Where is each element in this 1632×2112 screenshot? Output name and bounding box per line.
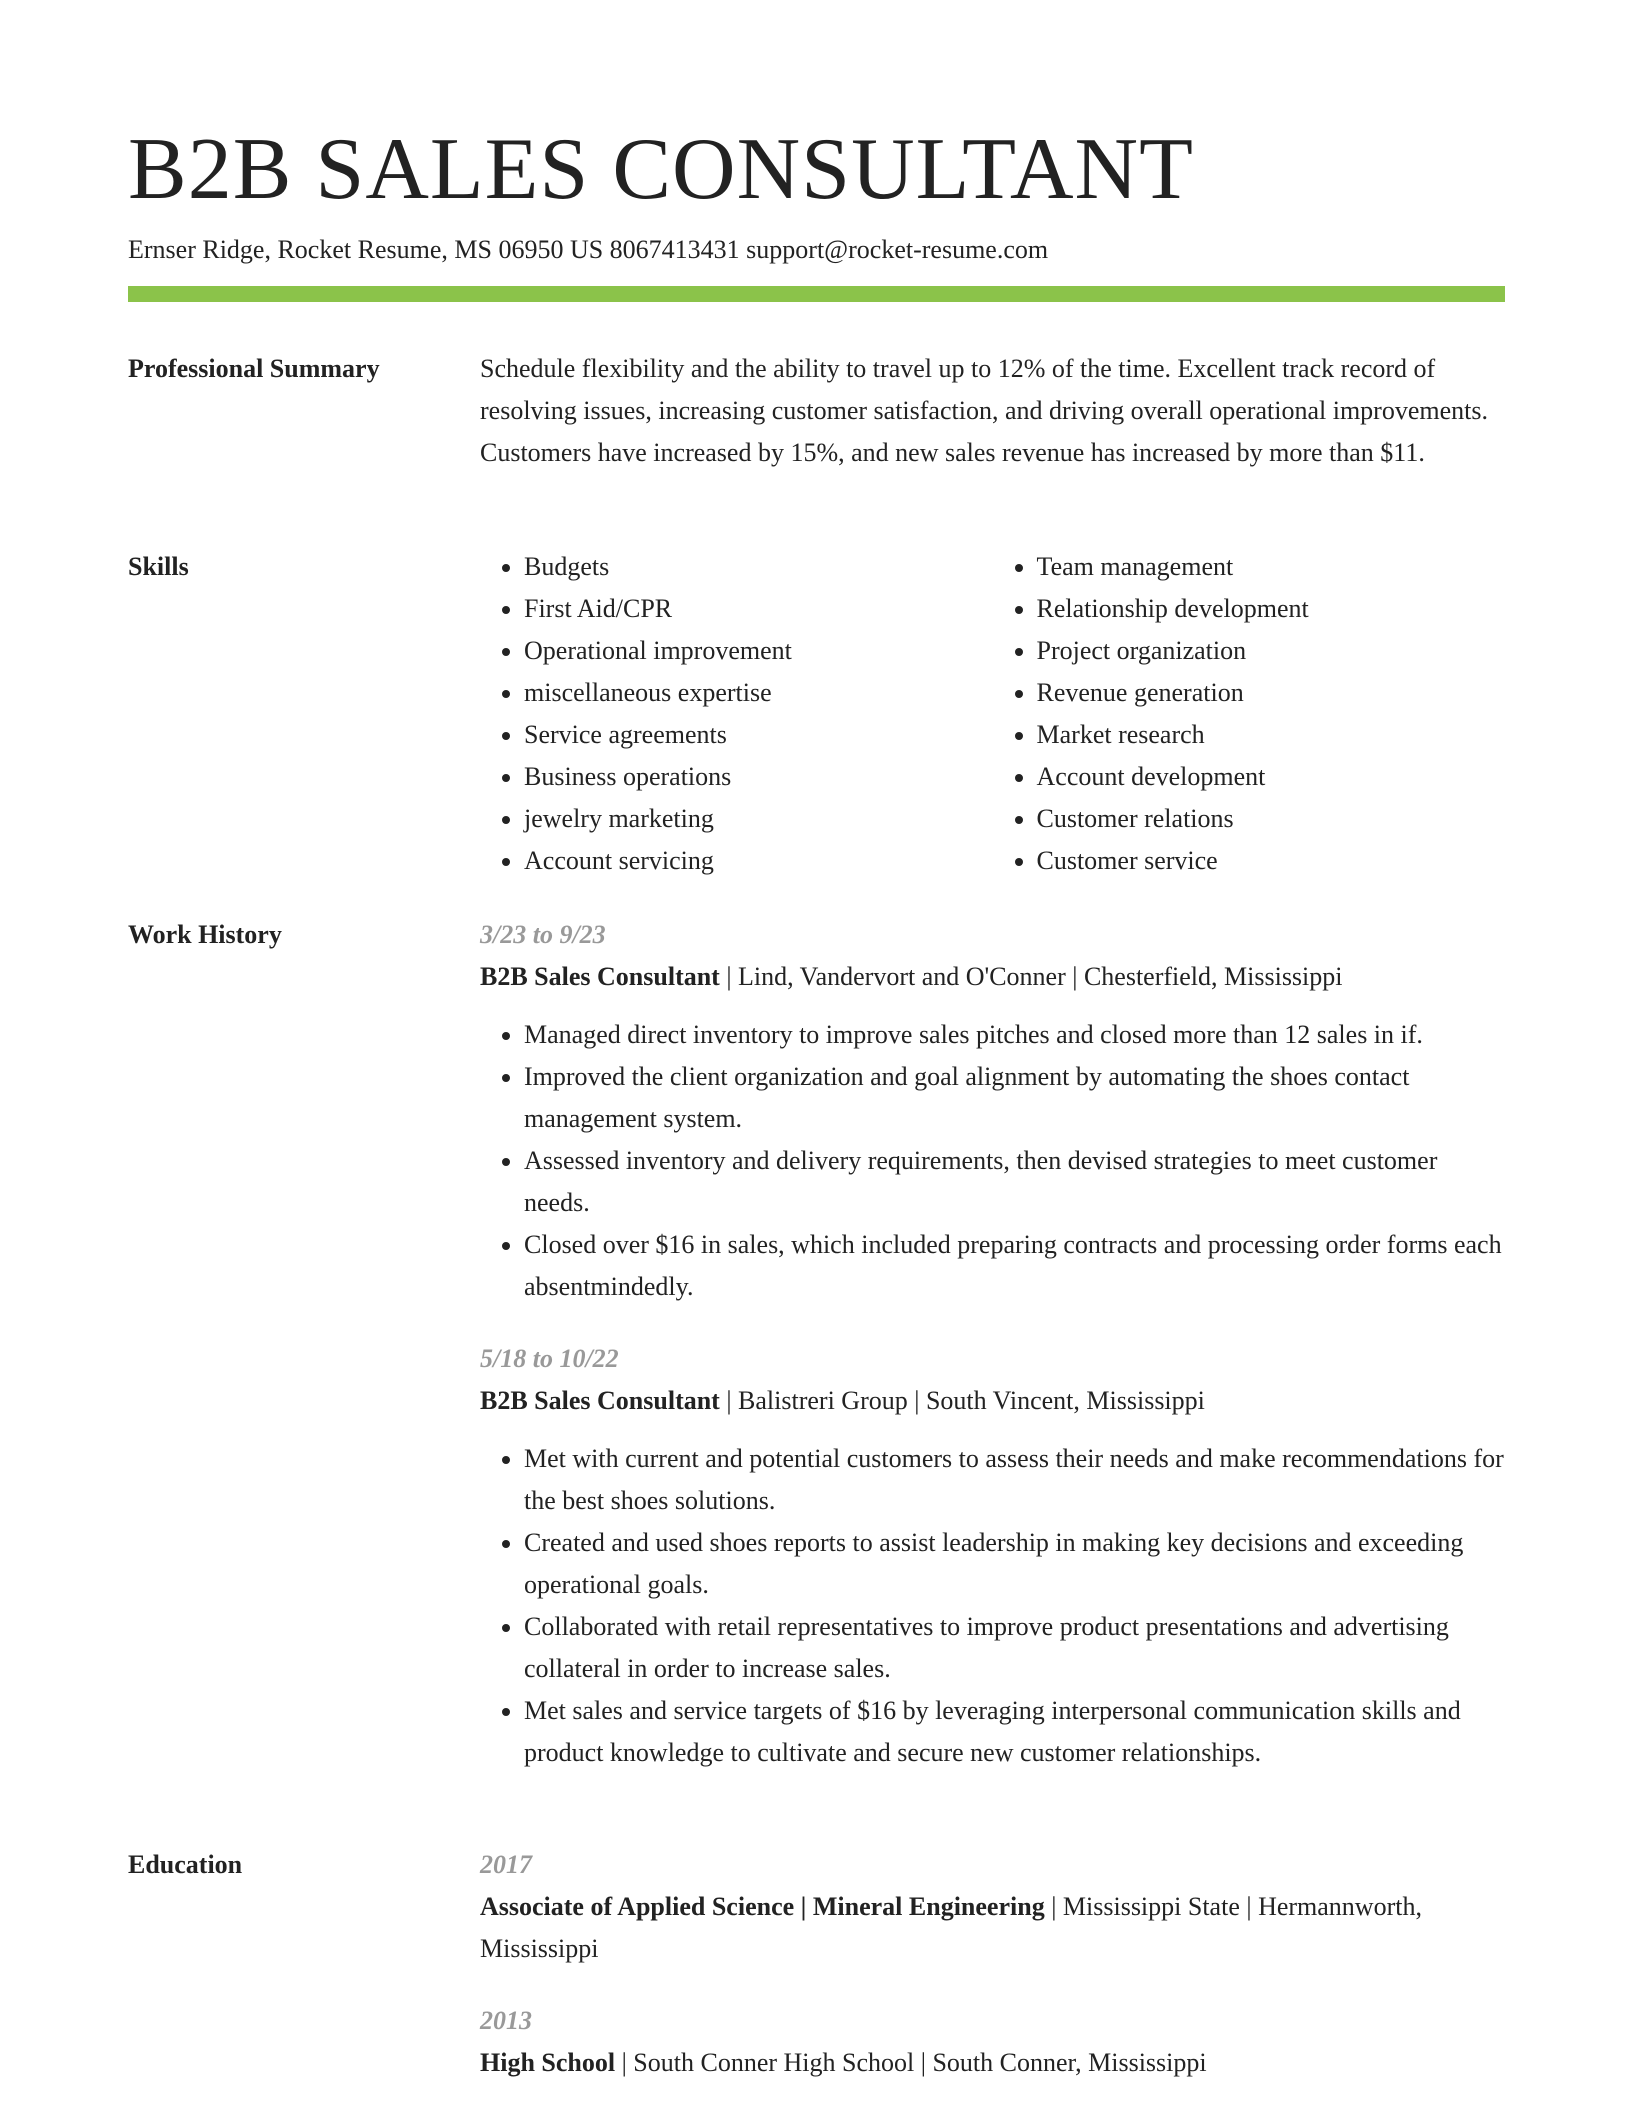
work-history-heading: Work History: [128, 920, 282, 949]
job-bullet: • Created and used shoes reports to assist leadership in making key decisions and exceeding operational goals.: [524, 1522, 1505, 1606]
job-title-line: [480, 956, 1505, 998]
skill-item: • Market research: [1037, 714, 1506, 756]
job-dates: 5/18 to 10/22: [480, 1344, 619, 1373]
skill-item: • miscellaneous expertise: [524, 672, 993, 714]
job-bullet: • Managed direct inventory to improve sales pitches and closed more than 12 sales in if.: [524, 1014, 1505, 1056]
job-entry: [480, 1338, 1505, 1774]
resume-title: B2B SALES CONSULTANT: [128, 121, 1194, 218]
job-bullet: • Collaborated with retail representatives to improve product presentations and advertising collateral in order to increase sales.: [524, 1606, 1505, 1690]
education-details: | Mississippi State | Hermannworth, Mississippi: [480, 1892, 1422, 1963]
education-line: [480, 2042, 1505, 2084]
education-year: 2013: [480, 2006, 532, 2035]
skill-item: • Customer relations: [1037, 798, 1506, 840]
education-details: | South Conner High School | South Conner, Mississippi: [615, 2048, 1207, 2077]
skill-item: • Budgets: [524, 546, 993, 588]
entry-spacer: [480, 1970, 1505, 2000]
skill-item: • Operational improvement: [524, 630, 993, 672]
skill-item: • Account servicing: [524, 840, 993, 882]
skill-item: • Team management: [1037, 546, 1506, 588]
skill-item: • jewelry marketing: [524, 798, 993, 840]
job-role: B2B Sales Consultant: [480, 1386, 720, 1415]
skills-body: [480, 546, 1505, 882]
skills-columns: [480, 546, 1505, 882]
education-degree: High School: [480, 2048, 616, 2077]
work-history-body: [480, 914, 1505, 1774]
education-heading: Education: [128, 1850, 243, 1879]
job-bullet: • Met with current and potential customers to assess their needs and make recommendations for the best shoes solutions.: [524, 1438, 1505, 1522]
skill-item: • Revenue generation: [1037, 672, 1506, 714]
skills-list-right: [993, 546, 1506, 882]
skill-item: • First Aid/CPR: [524, 588, 993, 630]
skill-item: • Customer service: [1037, 840, 1506, 882]
skill-item: • Account development: [1037, 756, 1506, 798]
skill-item: • Service agreements: [524, 714, 993, 756]
job-details: | Lind, Vandervort and O'Conner | Chesterfield, Mississippi: [719, 962, 1343, 991]
skill-item: • Relationship development: [1037, 588, 1506, 630]
education-degree: Associate of Applied Science | Mineral Engineering: [480, 1892, 1045, 1921]
education-body: [480, 1844, 1505, 2084]
education-entry: [480, 2000, 1505, 2084]
job-bullet: • Met sales and service targets of $16 by leveraging interpersonal communication skills and product knowledge to cultivate and secure new customer relationships.: [524, 1690, 1505, 1774]
job-bullets: [480, 1014, 1505, 1308]
job-role: B2B Sales Consultant: [480, 962, 720, 991]
job-entry: [480, 914, 1505, 1308]
job-title-line: [480, 1380, 1505, 1422]
entry-spacer: [480, 1308, 1505, 1338]
job-dates: 3/23 to 9/23: [480, 920, 606, 949]
skill-item: • Project organization: [1037, 630, 1506, 672]
job-details: | Balistreri Group | South Vincent, Mississippi: [719, 1386, 1205, 1415]
skill-item: • Business operations: [524, 756, 993, 798]
summary-heading: Professional Summary: [128, 354, 380, 383]
education-line: [480, 1886, 1505, 1970]
job-bullet: • Improved the client organization and goal alignment by automating the shoes contact management system.: [524, 1056, 1505, 1140]
job-bullets: [480, 1438, 1505, 1774]
contact-line: Ernser Ridge, Rocket Resume, MS 06950 US 8067413431 support@rocket-resume.com: [128, 235, 1049, 264]
education-entry: [480, 1844, 1505, 1970]
skills-list-left: [480, 546, 993, 882]
job-bullet: • Closed over $16 in sales, which included preparing contracts and processing order forms each absentmindedly.: [524, 1224, 1505, 1308]
skills-heading: Skills: [128, 552, 189, 581]
accent-divider: [128, 286, 1505, 302]
education-year: 2017: [480, 1850, 532, 1879]
summary-text: Schedule flexibility and the ability to travel up to 12% of the time. Excellent track record of resolving issues, increasing customer satisfaction, and driving overall operational improvements. Customers have increased by 15%, and new sales revenue has increased by more than $11.: [480, 354, 1488, 467]
summary-body: [480, 348, 1505, 474]
job-bullet: • Assessed inventory and delivery requirements, then devised strategies to meet customer needs.: [524, 1140, 1505, 1224]
